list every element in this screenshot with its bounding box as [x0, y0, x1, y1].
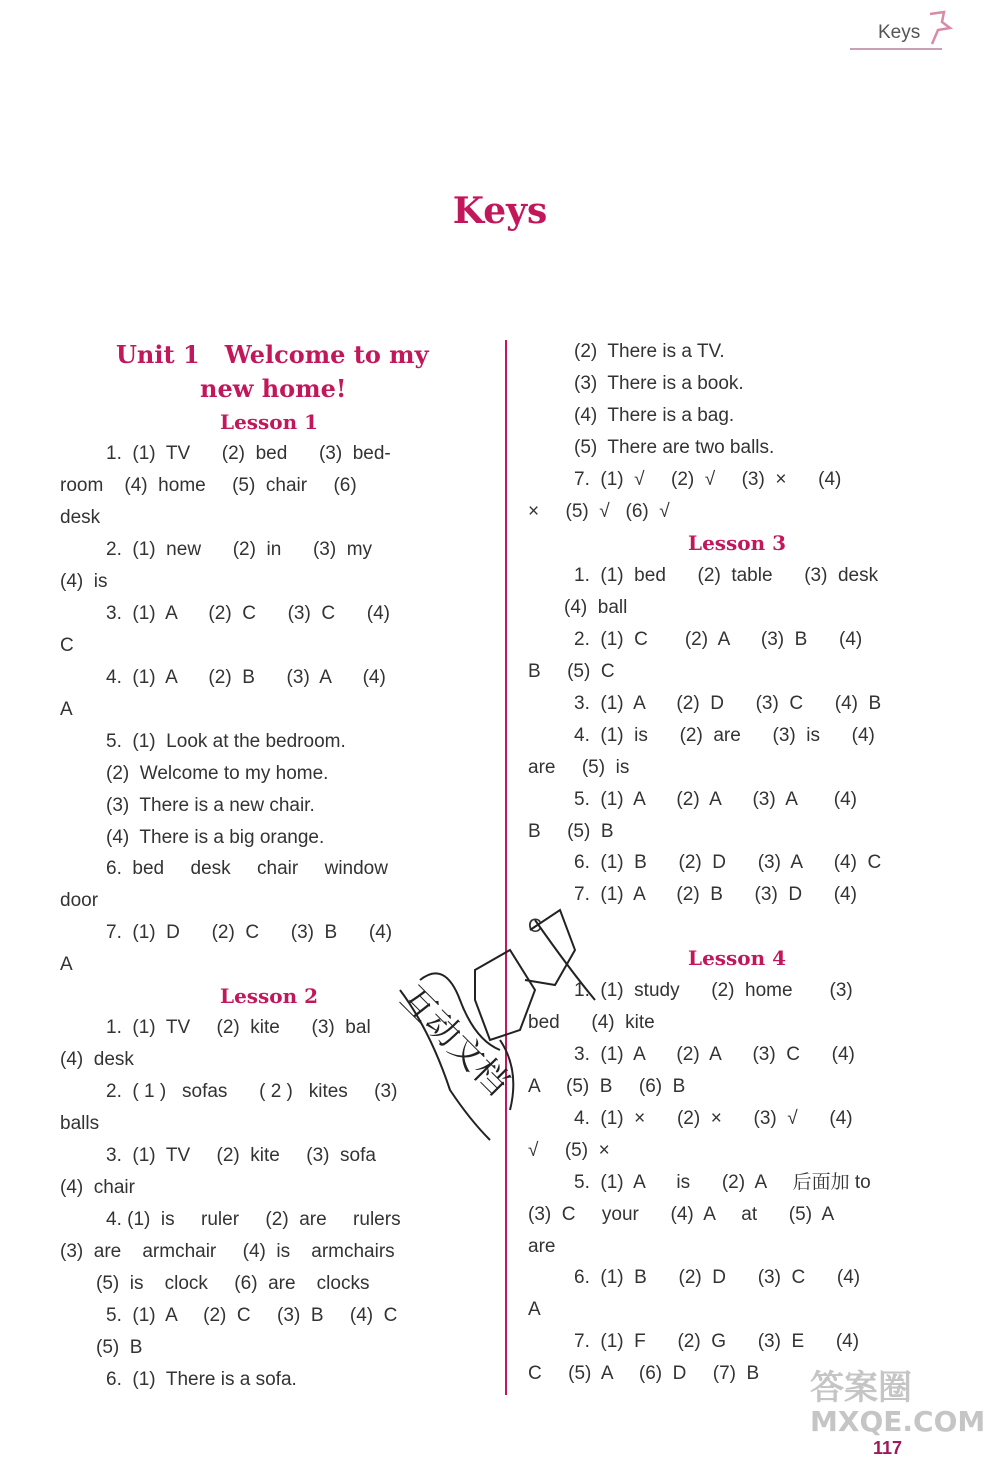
column-divider: [505, 340, 507, 1395]
lesson-2-heading: Lesson 2: [220, 984, 319, 1008]
header-tab: [850, 8, 960, 48]
answer-line: (3) There is a new chair.: [106, 795, 315, 816]
answer-line: 7. (1) A (2) B (3) D (4): [574, 884, 857, 905]
answer-line: are: [528, 1236, 556, 1257]
lesson-1-heading: Lesson 1: [220, 410, 319, 434]
lesson-4-heading: Lesson 4: [688, 946, 787, 970]
answer-line: 7. (1) √ (2) √ (3) × (4): [574, 469, 842, 490]
answer-line: 6. (1) B (2) D (3) C (4): [574, 1267, 861, 1288]
answer-line: (4) chair: [60, 1177, 135, 1198]
answer-line: (5) B: [96, 1337, 143, 1358]
answer-line: √ (5) ×: [528, 1140, 610, 1161]
answer-line: 4. (1) is (2) are (3) is (4): [574, 725, 875, 746]
answer-line: C (5) A (6) D (7) B: [528, 1363, 760, 1384]
answer-line: 3. (1) A (2) A (3) C (4): [574, 1044, 855, 1065]
answer-line: (3) are armchair (4) is armchairs: [60, 1241, 395, 1262]
answer-line: (4) desk: [60, 1049, 134, 1070]
unit-title-line-2: new home!: [200, 374, 347, 403]
answer-line: A: [528, 1299, 541, 1320]
answer-line: (3) C your (4) A at (5) A: [528, 1204, 835, 1225]
answer-line: 1. (1) TV (2) kite (3) bal: [106, 1017, 371, 1038]
answer-line: (2) Welcome to my home.: [106, 763, 329, 784]
answer-line: B (5) B: [528, 821, 614, 842]
answer-line: 2. ( 1 ) sofas ( 2 ) kites (3): [106, 1081, 398, 1102]
handwritten-stamp: [360, 890, 600, 1150]
answer-line: 3. (1) TV (2) kite (3) sofa: [106, 1145, 376, 1166]
answer-line: 5. (1) A (2) C (3) B (4) C: [106, 1305, 398, 1326]
answer-line: 5. (1) A is (2) A 后面加 to: [574, 1172, 871, 1193]
answer-line: desk: [60, 507, 101, 528]
answer-line: 6. (1) There is a sofa.: [106, 1369, 297, 1390]
answer-line: (2) There is a TV.: [574, 341, 725, 362]
header-tab-label: Keys: [878, 22, 921, 43]
answer-line: 7. (1) F (2) G (3) E (4): [574, 1331, 860, 1352]
answer-line: A (5) B (6) B: [528, 1076, 686, 1097]
watermark-brand: 答案圈: [810, 1368, 912, 1408]
answer-line: 5. (1) Look at the bedroom.: [106, 731, 346, 752]
answer-line: (4) ball: [564, 597, 628, 618]
lesson-3-heading: Lesson 3: [688, 531, 787, 555]
answer-line: 2. (1) new (2) in (3) my: [106, 539, 373, 560]
answer-line: 2. (1) C (2) A (3) B (4): [574, 629, 863, 650]
answer-line: 4. (1) is ruler (2) are rulers: [106, 1209, 401, 1230]
answer-line: 3. (1) A (2) C (3) C (4): [106, 603, 390, 624]
answer-line: 5. (1) A (2) A (3) A (4): [574, 789, 857, 810]
answer-line: (4) There is a big orange.: [106, 827, 325, 848]
answer-line: A: [60, 954, 73, 975]
answer-line: 4. (1) × (2) × (3) √ (4): [574, 1108, 853, 1129]
answer-line: 7. (1) D (2) C (3) B (4): [106, 922, 393, 943]
answer-line: 6. bed desk chair window: [106, 858, 388, 879]
answer-line: (5) There are two balls.: [574, 437, 775, 458]
unit-title-line-1: Unit 1 Welcome to my: [116, 340, 429, 369]
answer-line: 3. (1) A (2) D (3) C (4) B: [574, 693, 882, 714]
answer-line: C: [528, 916, 542, 937]
answer-line: (4) is: [60, 571, 108, 592]
answer-line: 1. (1) TV (2) bed (3) bed-: [106, 443, 391, 464]
answer-line: are (5) is: [528, 757, 630, 778]
answer-line: room (4) home (5) chair (6): [60, 475, 357, 496]
answer-line: 1. (1) study (2) home (3): [574, 980, 853, 1001]
answer-line: (3) There is a book.: [574, 373, 744, 394]
answer-line: 6. (1) B (2) D (3) A (4) C: [574, 852, 882, 873]
answer-line: 1. (1) bed (2) table (3) desk: [574, 565, 879, 586]
answer-line: bed (4) kite: [528, 1012, 655, 1033]
answer-line: balls: [60, 1113, 100, 1134]
answer-line: B (5) C: [528, 661, 615, 682]
answer-line: 4. (1) A (2) B (3) A (4): [106, 667, 386, 688]
answer-line: A: [60, 699, 73, 720]
watermark: [810, 1360, 985, 1438]
page-number: 117: [873, 1438, 903, 1458]
answer-line: (4) There is a bag.: [574, 405, 735, 426]
answer-line: door: [60, 890, 99, 911]
answer-line: C: [60, 635, 74, 656]
page-title: Keys: [452, 190, 548, 232]
answer-line: × (5) √ (6) √: [528, 501, 670, 522]
watermark-url: MXQE.COM: [810, 1405, 986, 1438]
handwritten-stamp-text: 互动文档: [392, 978, 517, 1104]
bookmark-ribbon-icon: [924, 8, 954, 50]
answer-line: (5) is clock (6) are clocks: [96, 1273, 370, 1294]
